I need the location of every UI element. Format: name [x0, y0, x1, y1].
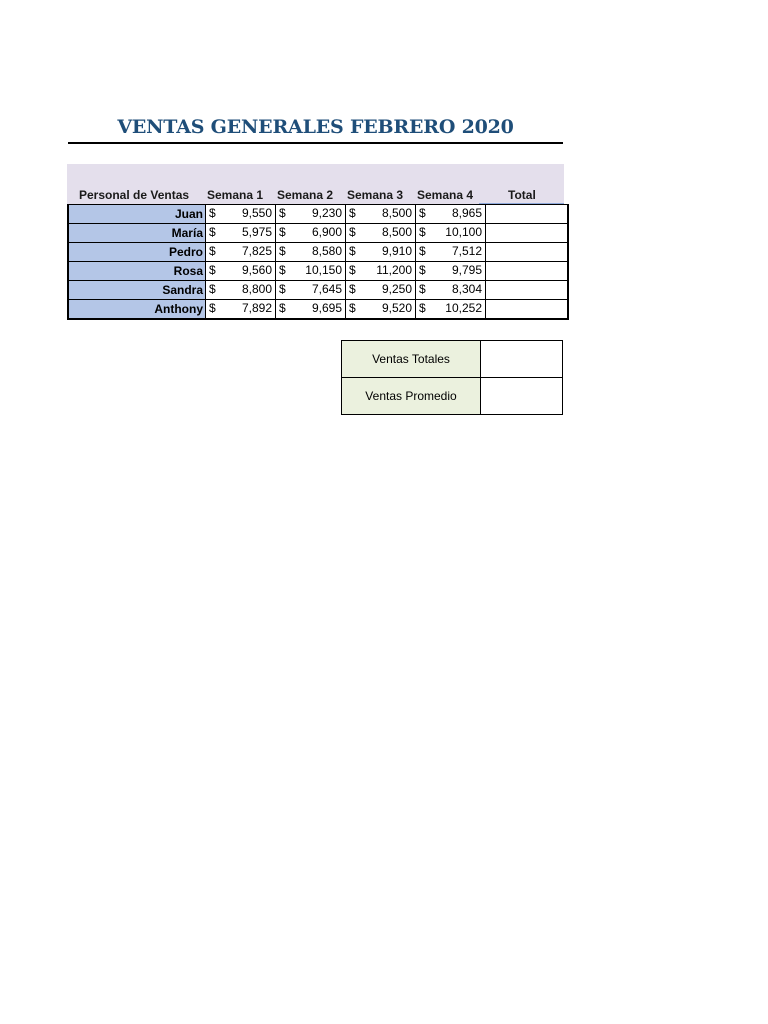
sales-amount: 9,250: [381, 282, 412, 296]
currency-symbol: $: [279, 282, 286, 296]
currency-symbol: $: [209, 263, 216, 277]
sales-amount: 7,645: [311, 282, 342, 296]
summary-row-total: [342, 341, 563, 378]
sales-amount: 9,550: [241, 206, 272, 220]
title-underline: [68, 142, 563, 144]
week-4-sales-cell[interactable]: [416, 262, 486, 281]
table-row: [68, 300, 568, 320]
total-cell[interactable]: [486, 224, 569, 243]
currency-symbol: $: [419, 301, 426, 315]
sales-amount: 7,892: [241, 301, 272, 315]
week-2-sales-cell[interactable]: [276, 205, 346, 224]
currency-symbol: $: [209, 244, 216, 258]
total-cell[interactable]: [486, 300, 569, 320]
sales-amount: 8,800: [241, 282, 272, 296]
ventas-promedio-cell[interactable]: [481, 378, 563, 415]
sales-amount: 9,910: [381, 244, 412, 258]
summary-row-average: [342, 378, 563, 415]
week-4-sales-cell[interactable]: [416, 300, 486, 320]
total-header-underline: [479, 203, 564, 204]
sales-amount: 8,500: [381, 225, 412, 239]
sales-amount: 8,500: [381, 206, 412, 220]
week-2-sales-cell[interactable]: [276, 243, 346, 262]
salesperson-name-cell[interactable]: Pedro: [68, 243, 206, 262]
currency-symbol: $: [279, 225, 286, 239]
total-cell[interactable]: [486, 281, 569, 300]
sales-amount: 10,100: [445, 225, 482, 239]
currency-symbol: $: [349, 282, 356, 296]
sales-data-grid: [67, 204, 569, 320]
week-4-sales-cell[interactable]: [416, 281, 486, 300]
ventas-totales-label[interactable]: Ventas Totales: [342, 341, 481, 378]
salesperson-name-cell[interactable]: Anthony: [68, 300, 206, 320]
currency-symbol: $: [209, 225, 216, 239]
week-4-sales-cell[interactable]: [416, 224, 486, 243]
currency-symbol: $: [419, 206, 426, 220]
table-row: [68, 205, 568, 224]
week-4-sales-cell[interactable]: [416, 205, 486, 224]
currency-symbol: $: [279, 301, 286, 315]
currency-symbol: $: [349, 263, 356, 277]
salesperson-name-cell[interactable]: Juan: [68, 205, 206, 224]
week-2-sales-cell[interactable]: [276, 281, 346, 300]
currency-symbol: $: [209, 301, 216, 315]
total-cell[interactable]: [486, 205, 569, 224]
table-row: [68, 224, 568, 243]
currency-symbol: $: [349, 206, 356, 220]
week-1-sales-cell[interactable]: [206, 262, 276, 281]
currency-symbol: $: [349, 225, 356, 239]
week-3-sales-cell[interactable]: [346, 224, 416, 243]
sales-amount: 9,230: [311, 206, 342, 220]
currency-symbol: $: [419, 282, 426, 296]
sales-amount: 9,520: [381, 301, 412, 315]
sales-amount: 8,965: [451, 206, 482, 220]
sales-table: [67, 164, 564, 320]
week-4-sales-cell[interactable]: [416, 243, 486, 262]
sales-amount: 9,560: [241, 263, 272, 277]
week-2-sales-cell[interactable]: [276, 262, 346, 281]
ventas-promedio-label[interactable]: Ventas Promedio: [342, 378, 481, 415]
header-personal[interactable]: Personal de Ventas: [79, 188, 190, 202]
total-cell[interactable]: [486, 262, 569, 281]
currency-symbol: $: [279, 206, 286, 220]
week-3-sales-cell[interactable]: [346, 300, 416, 320]
sales-amount: 7,512: [451, 244, 482, 258]
table-row: [68, 243, 568, 262]
sales-amount: 8,580: [311, 244, 342, 258]
week-2-sales-cell[interactable]: [276, 224, 346, 243]
summary-table: [341, 340, 563, 415]
currency-symbol: $: [209, 282, 216, 296]
week-3-sales-cell[interactable]: [346, 243, 416, 262]
week-1-sales-cell[interactable]: [206, 300, 276, 320]
salesperson-name-cell[interactable]: Rosa: [68, 262, 206, 281]
currency-symbol: $: [209, 206, 216, 220]
week-3-sales-cell[interactable]: [346, 281, 416, 300]
sales-amount: 10,252: [445, 301, 482, 315]
currency-symbol: $: [419, 244, 426, 258]
currency-symbol: $: [279, 263, 286, 277]
table-row: [68, 262, 568, 281]
sheet-title: VENTAS GENERALES FEBRERO 2020: [117, 116, 514, 138]
currency-symbol: $: [419, 263, 426, 277]
week-1-sales-cell[interactable]: [206, 205, 276, 224]
currency-symbol: $: [279, 244, 286, 258]
week-3-sales-cell[interactable]: [346, 262, 416, 281]
sales-amount: 7,825: [241, 244, 272, 258]
header-semana-4[interactable]: Semana 4: [417, 188, 474, 202]
currency-symbol: $: [419, 225, 426, 239]
salesperson-name-cell[interactable]: Sandra: [68, 281, 206, 300]
total-cell[interactable]: [486, 243, 569, 262]
sales-amount: 9,695: [311, 301, 342, 315]
header-semana-3[interactable]: Semana 3: [347, 188, 404, 202]
sales-amount: 11,200: [376, 263, 412, 277]
week-1-sales-cell[interactable]: [206, 281, 276, 300]
week-3-sales-cell[interactable]: [346, 205, 416, 224]
week-2-sales-cell[interactable]: [276, 300, 346, 320]
sales-amount: 10,150: [305, 263, 342, 277]
header-semana-2[interactable]: Semana 2: [277, 188, 334, 202]
table-row: [68, 281, 568, 300]
salesperson-name-cell[interactable]: María: [68, 224, 206, 243]
currency-symbol: $: [349, 244, 356, 258]
header-row: [67, 164, 564, 204]
ventas-totales-cell[interactable]: [481, 341, 563, 378]
currency-symbol: $: [349, 301, 356, 315]
sales-amount: 6,900: [311, 225, 342, 239]
sales-amount: 9,795: [451, 263, 482, 277]
sales-amount: 5,975: [241, 225, 272, 239]
header-semana-1[interactable]: Semana 1: [207, 188, 264, 202]
week-1-sales-cell[interactable]: [206, 224, 276, 243]
sales-amount: 8,304: [451, 282, 482, 296]
week-1-sales-cell[interactable]: [206, 243, 276, 262]
header-total[interactable]: Total: [508, 188, 536, 202]
